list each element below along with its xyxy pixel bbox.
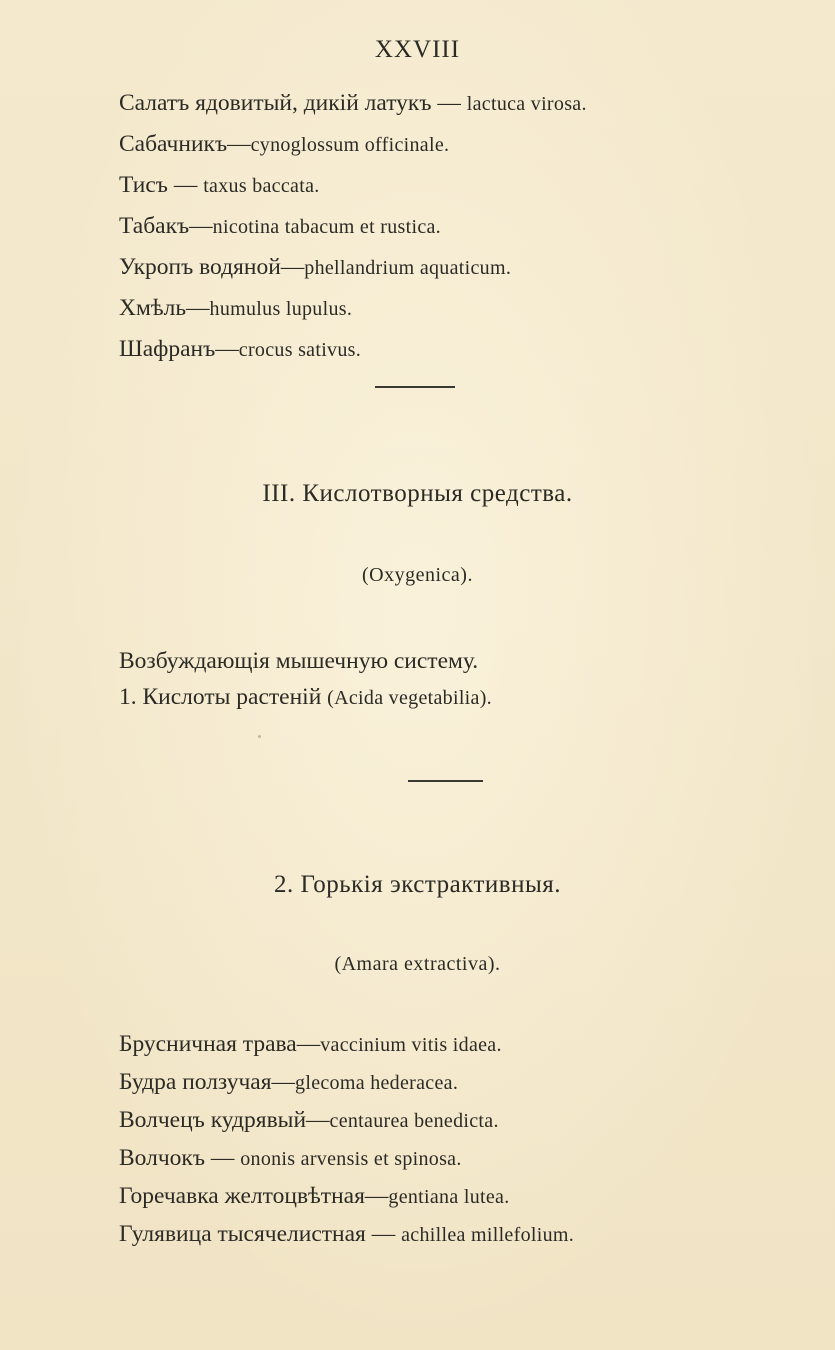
plant-list-top — [119, 83, 587, 370]
list-item — [119, 288, 587, 329]
list-item — [119, 247, 587, 288]
latin-name: achillea millefolium. — [401, 1224, 575, 1246]
section-title: 2. Горькія экстрактивныя. — [273, 871, 562, 898]
dash: — — [204, 1145, 241, 1171]
plant-list-bottom — [119, 1025, 574, 1253]
dash: — — [296, 1031, 321, 1057]
latin-name: humulus lupulus. — [209, 298, 353, 320]
list-item — [119, 1139, 574, 1177]
latin-name: taxus baccata. — [203, 175, 320, 197]
russian-name: Шафранъ — [119, 336, 216, 362]
list-item — [119, 83, 587, 124]
list-item — [119, 1215, 574, 1253]
dash: — — [280, 254, 305, 280]
list-item — [119, 1025, 574, 1063]
section-subtitle: (Oxygenica). — [362, 564, 473, 586]
paper-speck — [258, 735, 261, 738]
list-item — [119, 124, 587, 165]
dash: — — [186, 295, 210, 321]
latin-name: ononis arvensis et spinosa. — [240, 1148, 462, 1170]
russian-name: Салатъ ядовитый, дикій латукъ — [119, 90, 432, 116]
russian-name: Волчецъ кудрявый — [119, 1107, 307, 1133]
latin-name: lactuca virosa. — [466, 93, 587, 115]
latin-name: phellandrium aquaticum. — [304, 257, 512, 279]
dash: — — [189, 213, 213, 239]
russian-name: Укропъ водяной — [119, 254, 281, 280]
numbered-item — [119, 684, 492, 711]
separator-rule — [408, 780, 483, 782]
list-item — [119, 206, 587, 247]
dash: — — [215, 336, 239, 362]
list-item — [119, 165, 587, 206]
dash: — — [271, 1069, 296, 1095]
dash: — — [306, 1107, 330, 1133]
latin-name: cynoglossum officinale. — [250, 134, 450, 156]
russian-name: Брусничная трава — [119, 1031, 297, 1057]
separator-rule — [375, 386, 455, 388]
dash: — — [365, 1221, 402, 1247]
latin-name: glecoma hederacea. — [295, 1072, 459, 1094]
dash: — — [431, 90, 467, 116]
russian-name: Сабачникъ — [119, 131, 228, 157]
latin-name: crocus sativus. — [238, 339, 362, 361]
dash: — — [364, 1183, 389, 1209]
dash: — — [227, 131, 251, 157]
section-title: III. Кислотворныя средства. — [262, 480, 573, 507]
russian-name: Гулявица тысячелистная — [119, 1221, 366, 1247]
section-subtitle: (Amara extractiva). — [334, 953, 501, 975]
list-item — [119, 1063, 574, 1101]
russian-name: 1. Кислоты растеній — [119, 684, 328, 710]
russian-name: Волчокъ — [119, 1145, 205, 1171]
russian-name: Будра ползучая — [119, 1069, 272, 1095]
russian-name: Табакъ — [119, 213, 190, 239]
latin-name: centaurea benedicta. — [329, 1110, 499, 1132]
russian-name: Хмѣль — [119, 295, 187, 321]
russian-name: Тисъ — [119, 172, 168, 198]
intro-line: Возбуждающія мышечную систему. — [119, 648, 479, 674]
list-item — [119, 329, 587, 370]
latin-name: gentiana lutea. — [388, 1186, 510, 1208]
latin-name: vaccinium vitis idaea. — [320, 1034, 502, 1056]
dash: — — [167, 172, 204, 198]
list-item — [119, 1101, 574, 1139]
page-number: XXVIII — [374, 36, 461, 63]
list-item — [119, 1177, 574, 1215]
latin-name: nicotina tabacum et rustica. — [212, 216, 441, 238]
latin-name: (Acida vegetabilia). — [327, 687, 492, 709]
russian-name: Горечавка желтоцвѣтная — [119, 1183, 365, 1209]
